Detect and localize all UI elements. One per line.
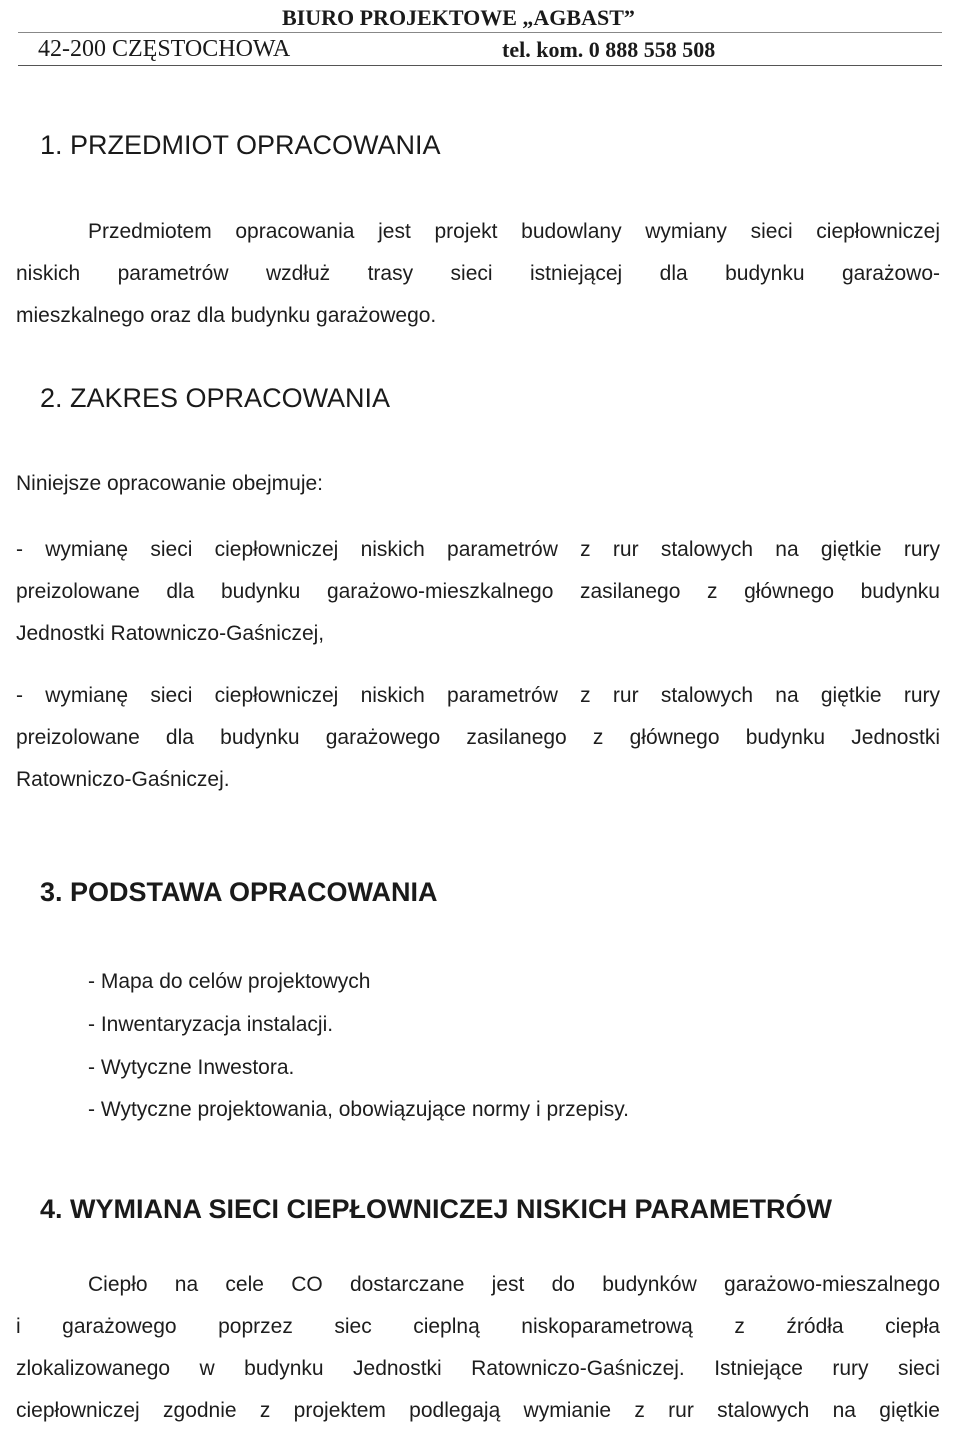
paragraph-line: zlokalizowanego w budynku Jednostki Ratowniczo-Gaśniczej. Istniejące rury sieci [16,1357,940,1380]
section-2-title: 2. ZAKRES OPRACOWANIA [40,383,391,413]
section-2-item-2 [16,675,940,801]
company-name: BIURO PROJEKTOWE „AGBAST” [282,5,635,30]
company-city: 42-200 CZĘSTOCHOWA [38,36,291,62]
paragraph-line: mieszkalnego oraz dla budynku garażowego. [16,304,437,327]
paragraph-line: Ratowniczo-Gaśniczej. [16,768,230,791]
paragraph-line: Ciepło na cele CO dostarczane jest do budynków garażowo-mieszalnego [88,1273,940,1296]
company-phone: tel. kom. 0 888 558 508 [502,37,716,62]
paragraph-line: - wymianę sieci ciepłowniczej niskich parametrów z rur stalowych na giętkie rury [16,684,940,707]
section-1-paragraph [16,211,940,337]
list-item: - Wytyczne Inwestora. [88,1056,295,1079]
paragraph-line: Niniejsze opracowanie obejmuje: [16,472,324,495]
paragraph-line: - wymianę sieci ciepłowniczej niskich parametrów z rur stalowych na giętkie rury [16,538,940,561]
page-header [18,4,942,66]
section-1-title: 1. PRZEDMIOT OPRACOWANIA [40,130,441,160]
section-4-paragraph [16,1264,940,1432]
header-contact-row [18,32,942,65]
section-3-title: 3. PODSTAWA OPRACOWANIA [40,877,438,907]
section-2-intro [16,463,940,505]
list-item: - Mapa do celów projektowych [88,970,371,993]
paragraph-line: ciepłowniczej zgodnie z projektem podlegają wymianie z rur stalowych na giętkie [16,1399,940,1422]
list-item: - Inwentaryzacja instalacji. [88,1013,334,1036]
section-2-item-1 [16,529,940,655]
paragraph-line: preizolowane dla budynku garażowego zasilanego z głównego budynku Jednostki [16,726,940,749]
paragraph-line: niskich parametrów wzdłuż trasy sieci istniejącej dla budynku garażowo- [16,262,940,285]
paragraph-line: Przedmiotem opracowania jest projekt budowlany wymiany sieci ciepłowniczej [88,220,940,243]
section-4-title: 4. WYMIANA SIECI CIEPŁOWNICZEJ NISKICH PARAMETRÓW [40,1194,833,1224]
paragraph-line: preizolowane dla budynku garażowo-mieszkalnego zasilanego z głównego budynku [16,580,940,603]
paragraph-line: i garażowego poprzez siec cieplną niskoparametrową z źródła ciepła [16,1315,940,1338]
list-item: - Wytyczne projektowania, obowiązujące normy i przepisy. [88,1098,629,1121]
paragraph-line: Jednostki Ratowniczo-Gaśniczej, [16,622,325,645]
